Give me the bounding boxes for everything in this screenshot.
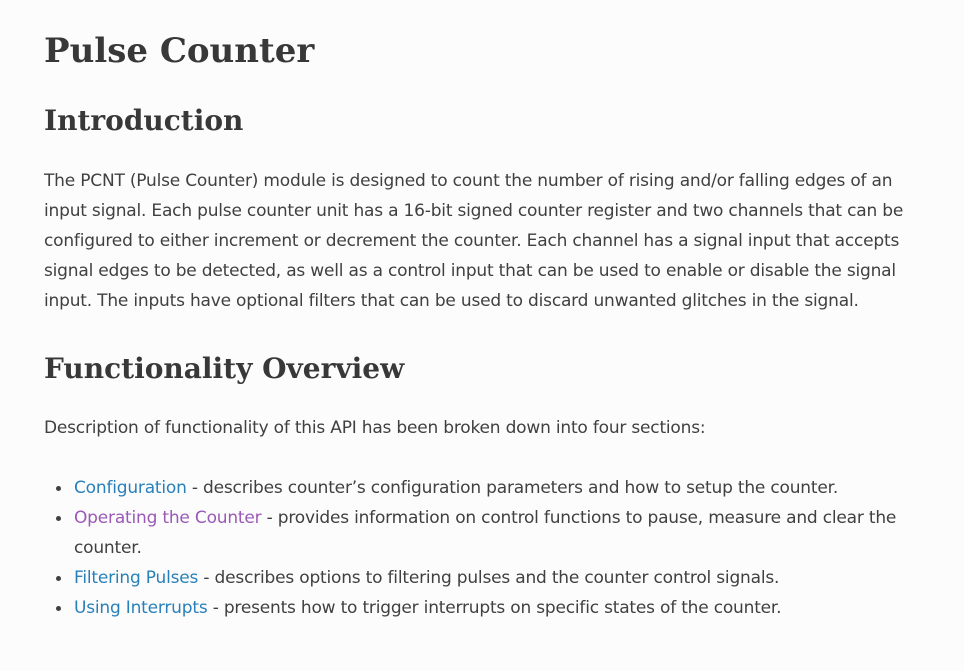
list-item-description: - presents how to trigger interrupts on specific states of the counter.	[207, 598, 782, 618]
list-item-description: - describes counter’s configuration parameters and how to setup the counter.	[186, 478, 839, 498]
list-item-using-interrupts	[74, 593, 920, 623]
functionality-overview-heading: Functionality Overview	[44, 352, 405, 385]
list-item-filtering-pulses	[74, 563, 920, 593]
sections-list	[44, 473, 920, 623]
list-item-operating-the-counter	[74, 503, 920, 563]
list-item-description: - provides information on control functions to pause, measure and clear the counter.	[74, 508, 897, 558]
operating-the-counter-link[interactable]: Operating the Counter	[74, 508, 262, 528]
functionality-overview-paragraph: Description of functionality of this API has been broken down into four sections:	[44, 418, 706, 438]
configuration-link[interactable]: Configuration	[74, 478, 187, 498]
filtering-pulses-link[interactable]: Filtering Pulses	[74, 568, 199, 588]
introduction-paragraph: The PCNT (Pulse Counter) module is designed to count the number of rising and/or falling edges of an input signal. Each pulse counter unit has a 16-bit signed counter register and two channels that can be configured to either increment or decrement the counter. Each channel has a signal input that accepts signal edges to be detected, as well as a control input that can be used to enable or disable the signal input. The inputs have optional filters that can be used to discard unwanted glitches in the signal.	[44, 171, 904, 311]
page-title: Pulse Counter	[44, 31, 315, 71]
list-item-description: - describes options to filtering pulses and the counter control signals.	[198, 568, 780, 588]
introduction-heading: Introduction	[44, 104, 244, 137]
using-interrupts-link[interactable]: Using Interrupts	[74, 598, 208, 618]
list-item-configuration	[74, 473, 920, 503]
